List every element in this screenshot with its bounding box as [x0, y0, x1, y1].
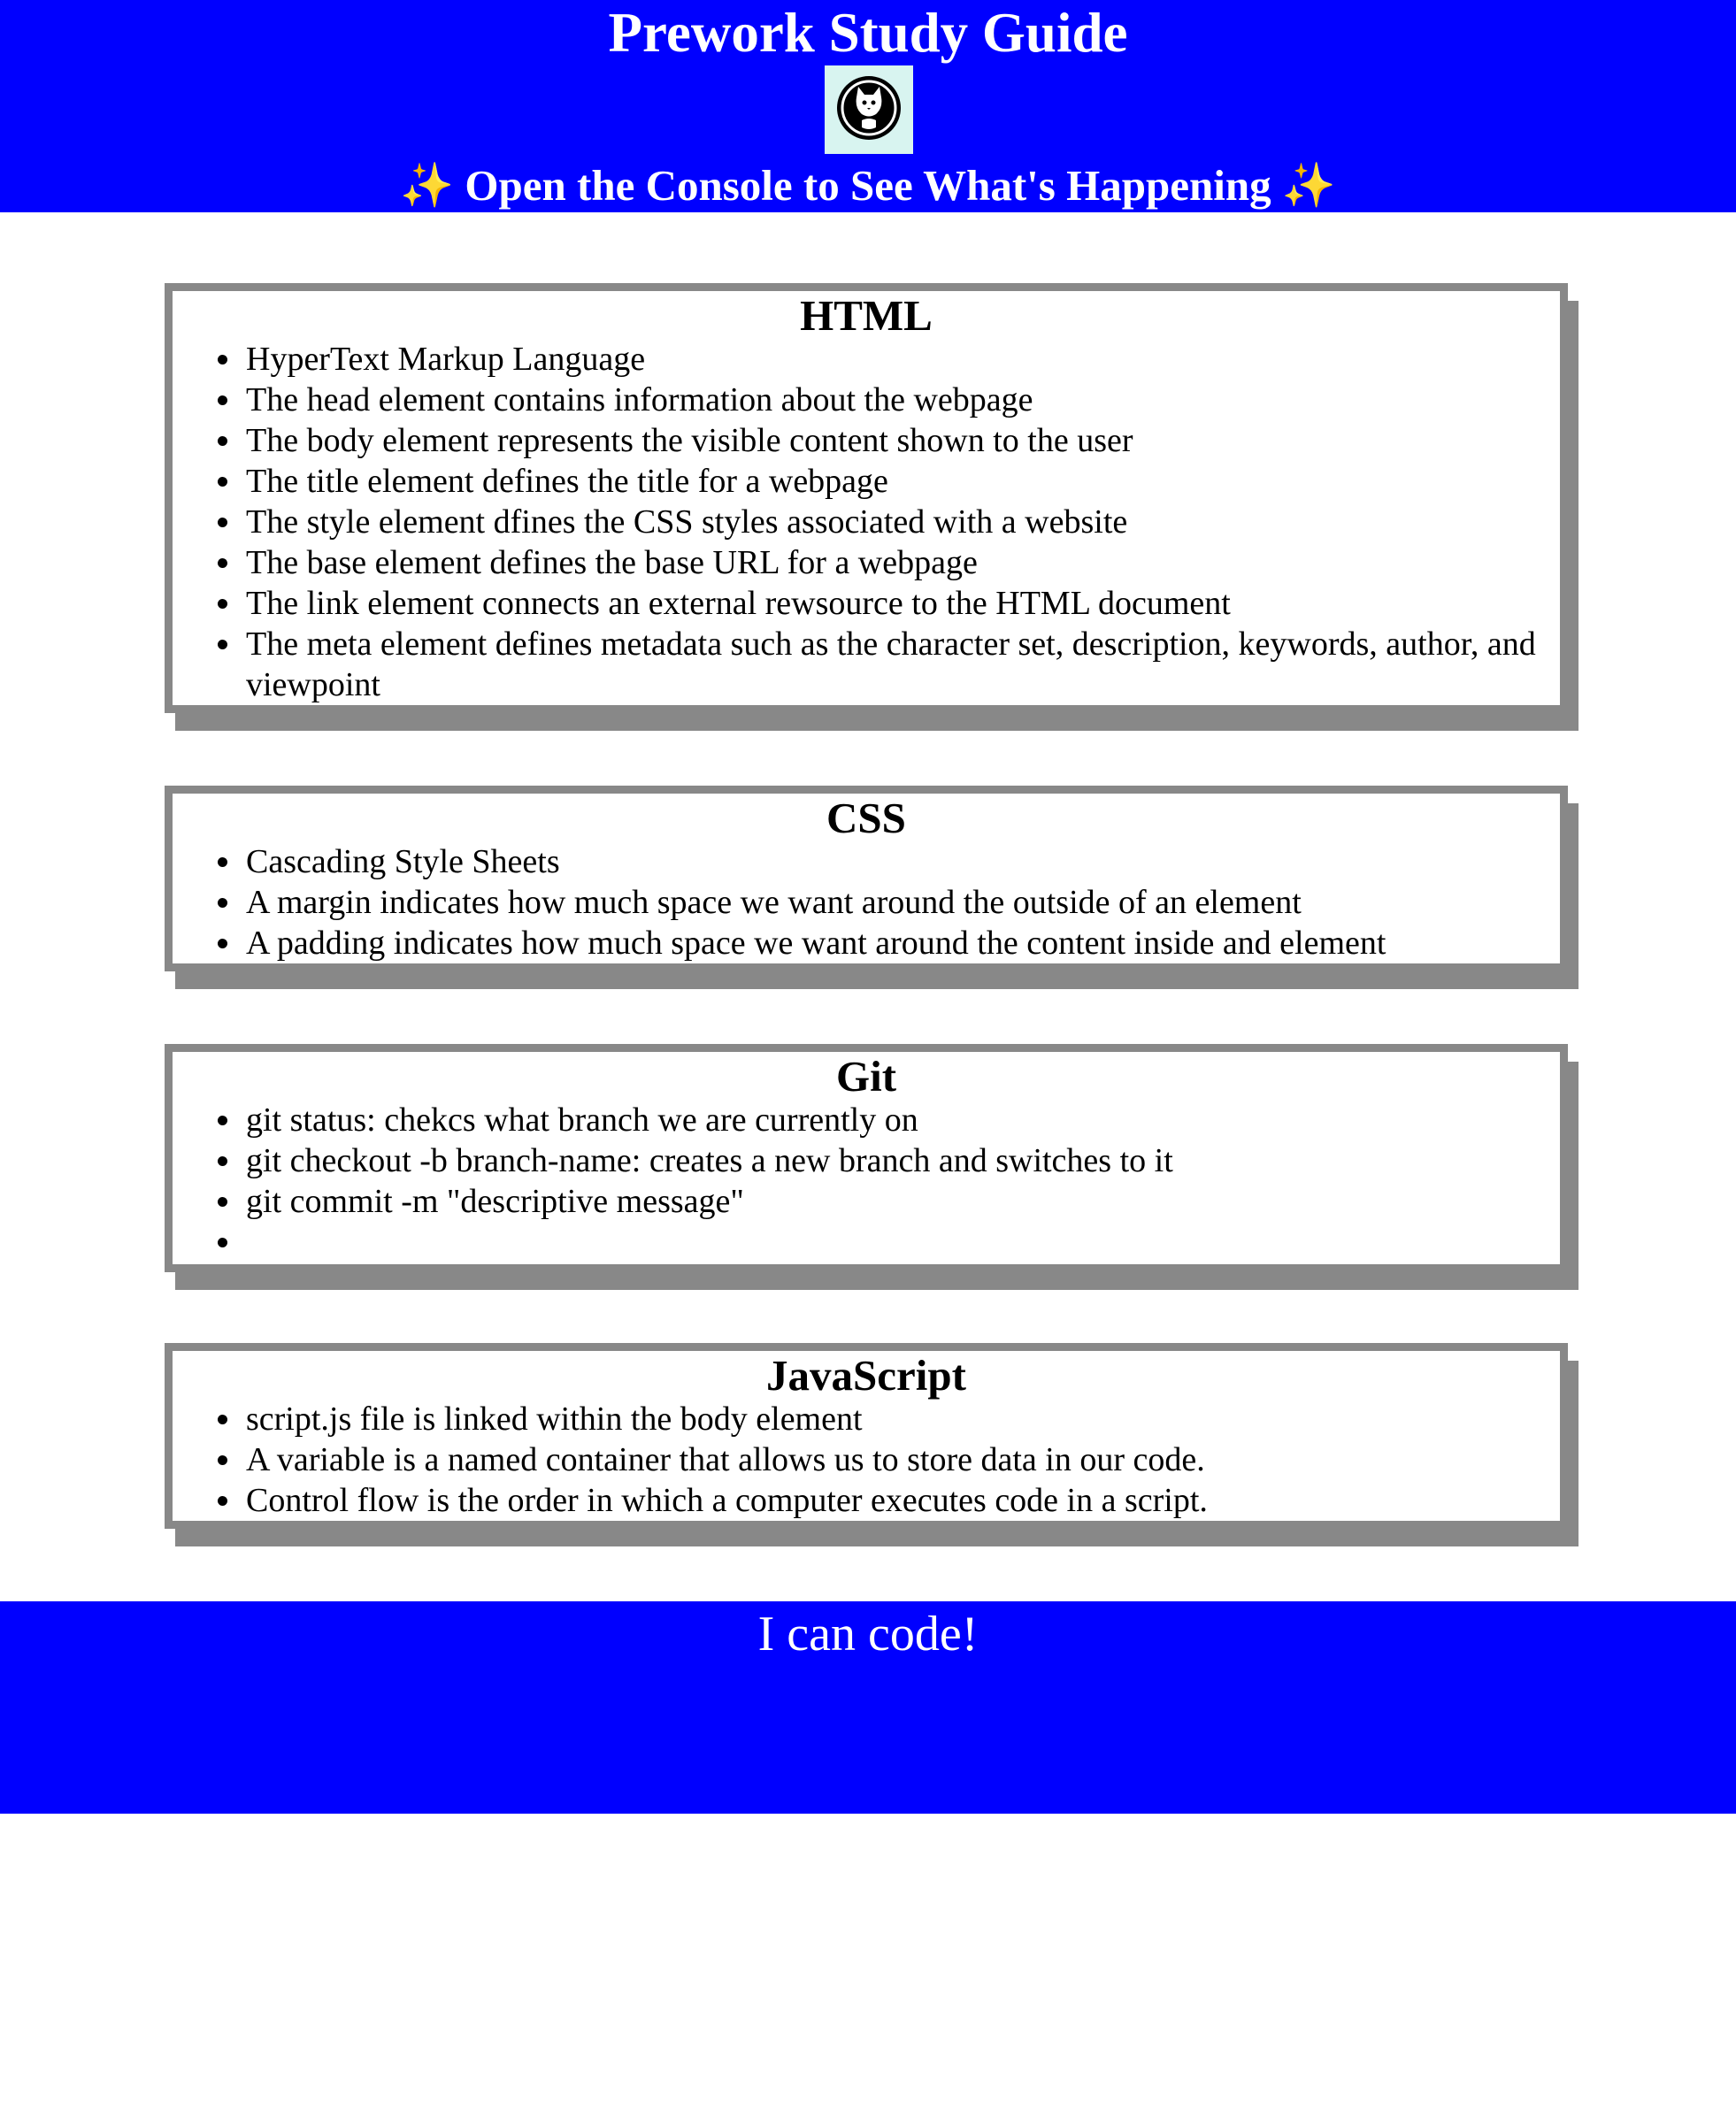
list-item: • script.js file is linked within the body element: [243, 1399, 1560, 1439]
sparkle-icon: ✨: [1281, 161, 1336, 210]
subtitle-text: Open the Console to See What's Happening: [465, 161, 1271, 210]
list-item: • HyperText Markup Language: [243, 339, 1560, 380]
list-item: • The link element connects an external rewsource to the HTML document: [243, 583, 1560, 624]
list-item: • git status: chekcs what branch we are currently on: [243, 1100, 1560, 1140]
list-item: • A variable is a named container that allows us to store data in our code.: [243, 1439, 1560, 1480]
section-title: CSS: [826, 794, 906, 842]
list-item: • The body element represents the visible content shown to the user: [243, 420, 1560, 461]
list-item: • A margin indicates how much space we want around the outside of an element: [243, 882, 1560, 923]
site-footer: [0, 1601, 1736, 1814]
section-list: [173, 339, 1560, 705]
list-item: • git checkout -b branch-name: creates a new branch and switches to it: [243, 1140, 1560, 1181]
section-javascript: [165, 1343, 1568, 1529]
sparkle-icon: ✨: [400, 161, 455, 210]
section-title: Git: [835, 1052, 897, 1101]
section-css: [165, 786, 1568, 971]
list-item: • Cascading Style Sheets: [243, 841, 1560, 882]
footer-text: I can code!: [757, 1607, 979, 1661]
section-list: [173, 1399, 1560, 1521]
section-title: JavaScript: [766, 1351, 966, 1400]
section-title: HTML: [800, 291, 933, 340]
page-subtitle: [0, 159, 1736, 212]
logo: [825, 65, 913, 154]
list-item: • The style element dfines the CSS styles associated with a website: [243, 502, 1560, 542]
list-item: [243, 1222, 1560, 1262]
section-html: [165, 283, 1568, 713]
section-list: [173, 841, 1560, 963]
list-item: • The base element defines the base URL for a webpage: [243, 542, 1560, 583]
cat-logo-icon: [825, 65, 913, 154]
list-item: • git commit -m "descriptive message": [243, 1181, 1560, 1222]
page-title: Prework Study Guide: [608, 2, 1128, 64]
list-item: • The title element defines the title for a webpage: [243, 461, 1560, 502]
list-item: • Control flow is the order in which a computer executes code in a script.: [243, 1480, 1560, 1521]
site-header: [0, 0, 1736, 212]
list-item: • The meta element defines metadata such as the character set, description, keywords, author, and viewpoint: [243, 624, 1560, 705]
section-list: [173, 1100, 1560, 1262]
list-item: • A padding indicates how much space we want around the content inside and element: [243, 923, 1560, 963]
list-item: • The head element contains information about the webpage: [243, 380, 1560, 420]
section-git: [165, 1044, 1568, 1272]
